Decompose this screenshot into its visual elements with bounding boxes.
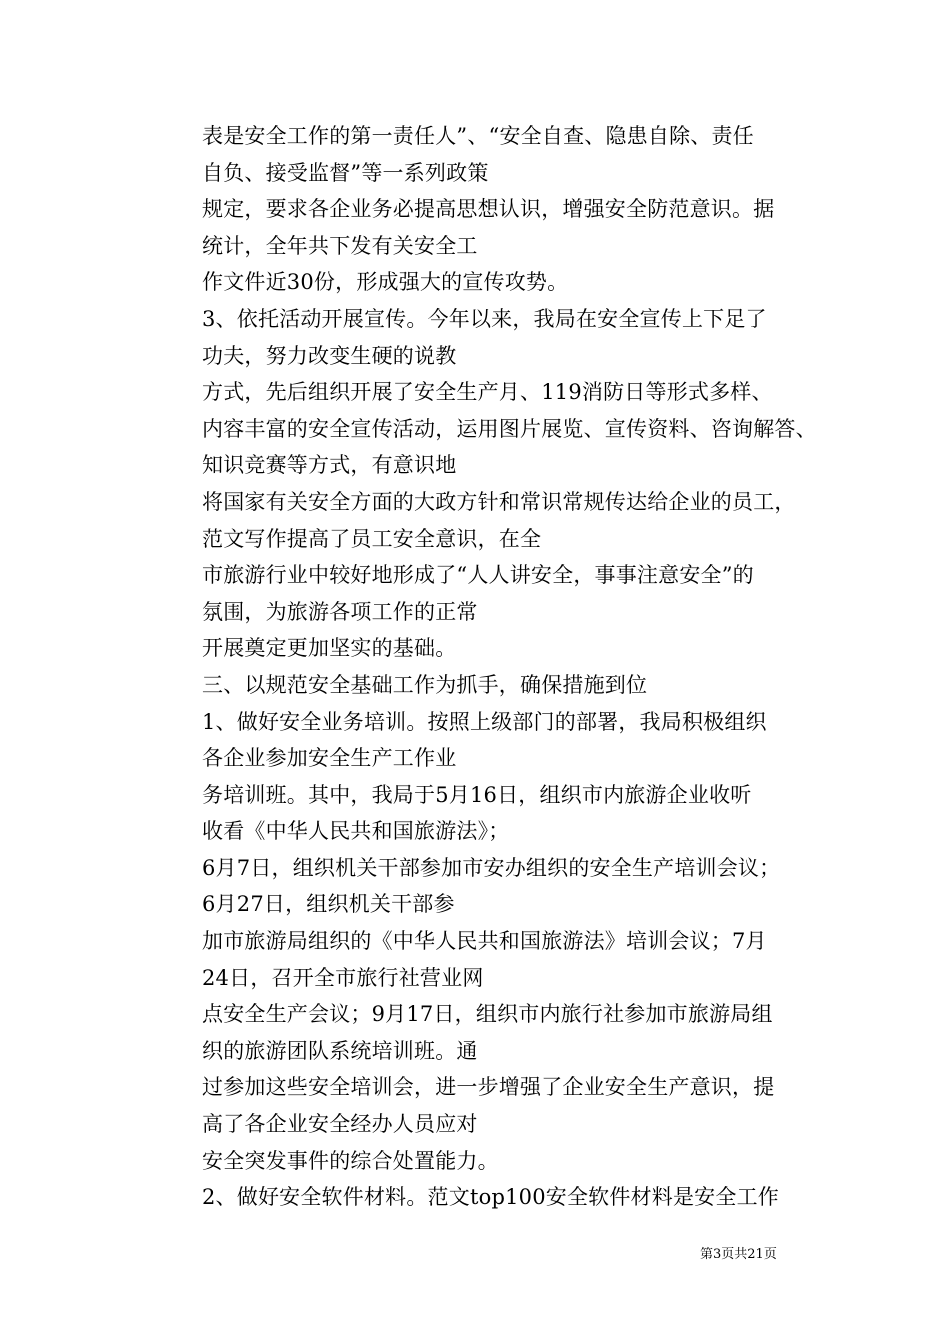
- text-line: 6月7日，组织机关干部参加市安办组织的安全生产培训会议；: [202, 855, 781, 880]
- paragraph: [146, 850, 816, 923]
- text-line: 市旅游行业中较好地形成了“人人讲安全，事事注意安全”的: [202, 563, 754, 588]
- text-line: 6月27日，组织机关干部参: [202, 892, 455, 917]
- paragraph: [146, 777, 816, 850]
- text-line: 安全突发事件的综合处置能力。: [202, 1148, 499, 1173]
- paragraph: [146, 704, 816, 777]
- paragraph: [146, 374, 816, 484]
- paragraph: [146, 484, 816, 557]
- paragraph: [146, 191, 816, 264]
- text-line: 织的旅游团队系统培训班。通: [202, 1038, 478, 1063]
- paragraph: [146, 557, 816, 630]
- paragraph: [146, 1069, 816, 1142]
- text-line: 氛围，为旅游各项工作的正常: [202, 599, 478, 624]
- paragraph: [146, 996, 816, 1069]
- text-line: 规定，要求各企业务必提高思想认识，增强安全防范意识。据: [202, 197, 775, 222]
- paragraph: [146, 301, 816, 374]
- paragraph: [146, 923, 816, 996]
- page-number: 第3页共21页: [700, 1247, 777, 1262]
- text-line: 作文件近30份，形成强大的宣传攻势。: [202, 270, 569, 295]
- text-line: 方式，先后组织开展了安全生产月、119消防日等形式多样、: [202, 380, 773, 405]
- text-line: 表是安全工作的第一责任人”、“安全自查、隐患自除、责任: [202, 124, 754, 148]
- text-line: 过参加这些安全培训会，进一步增强了企业安全生产意识，提: [202, 1075, 775, 1100]
- text-line: 收看《中华人民共和国旅游法》；: [202, 819, 510, 844]
- text-line: 各企业参加安全生产工作业: [202, 746, 457, 771]
- paragraph: [146, 667, 816, 704]
- text-line: 将国家有关安全方面的大政方针和常识常规传达给企业的员工，: [202, 489, 796, 514]
- text-line: 知识竞赛等方式，有意识地: [202, 453, 457, 478]
- text-line: 范文写作提高了员工安全意识，在全: [202, 526, 542, 551]
- text-line: 高了各企业安全经办人员应对: [202, 1112, 478, 1137]
- paragraph: [146, 264, 816, 301]
- text-line: 加市旅游局组织的《中华人民共和国旅游法》培训会议；7月: [202, 929, 767, 954]
- paragraph: [146, 630, 816, 667]
- text-line: 统计，全年共下发有关安全工: [202, 233, 478, 258]
- text-line: 点安全生产会议；9月17日，组织市内旅行社参加市旅游局组: [202, 1002, 773, 1027]
- text-line: 自负、接受监督”等一系列政策: [202, 160, 489, 185]
- text-line: 务培训班。其中，我局于5月16日，组织市内旅游企业收听: [202, 782, 752, 807]
- text-line: 2、做好安全软件材料。范文top100安全软件材料是安全工作: [202, 1185, 779, 1210]
- text-line: 24日，召开全市旅行社营业网: [202, 965, 484, 990]
- paragraph: [146, 118, 816, 191]
- text-line: 三、以规范安全基础工作为抓手，确保措施到位: [202, 672, 648, 697]
- document-body: [146, 118, 816, 1216]
- paragraph: [146, 1179, 816, 1216]
- paragraph: [146, 1143, 816, 1180]
- text-line: 3、依托活动开展宣传。今年以来，我局在安全宣传上下足了: [202, 306, 767, 331]
- text-line: 功夫，努力改变生硬的说教: [202, 343, 457, 368]
- text-line: 内容丰富的安全宣传活动，运用图片展览、宣传资料、咨询解答、: [202, 416, 817, 441]
- text-line: 开展奠定更加坚实的基础。: [202, 636, 457, 661]
- text-line: 1、做好安全业务培训。按照上级部门的部署，我局积极组织: [202, 709, 767, 734]
